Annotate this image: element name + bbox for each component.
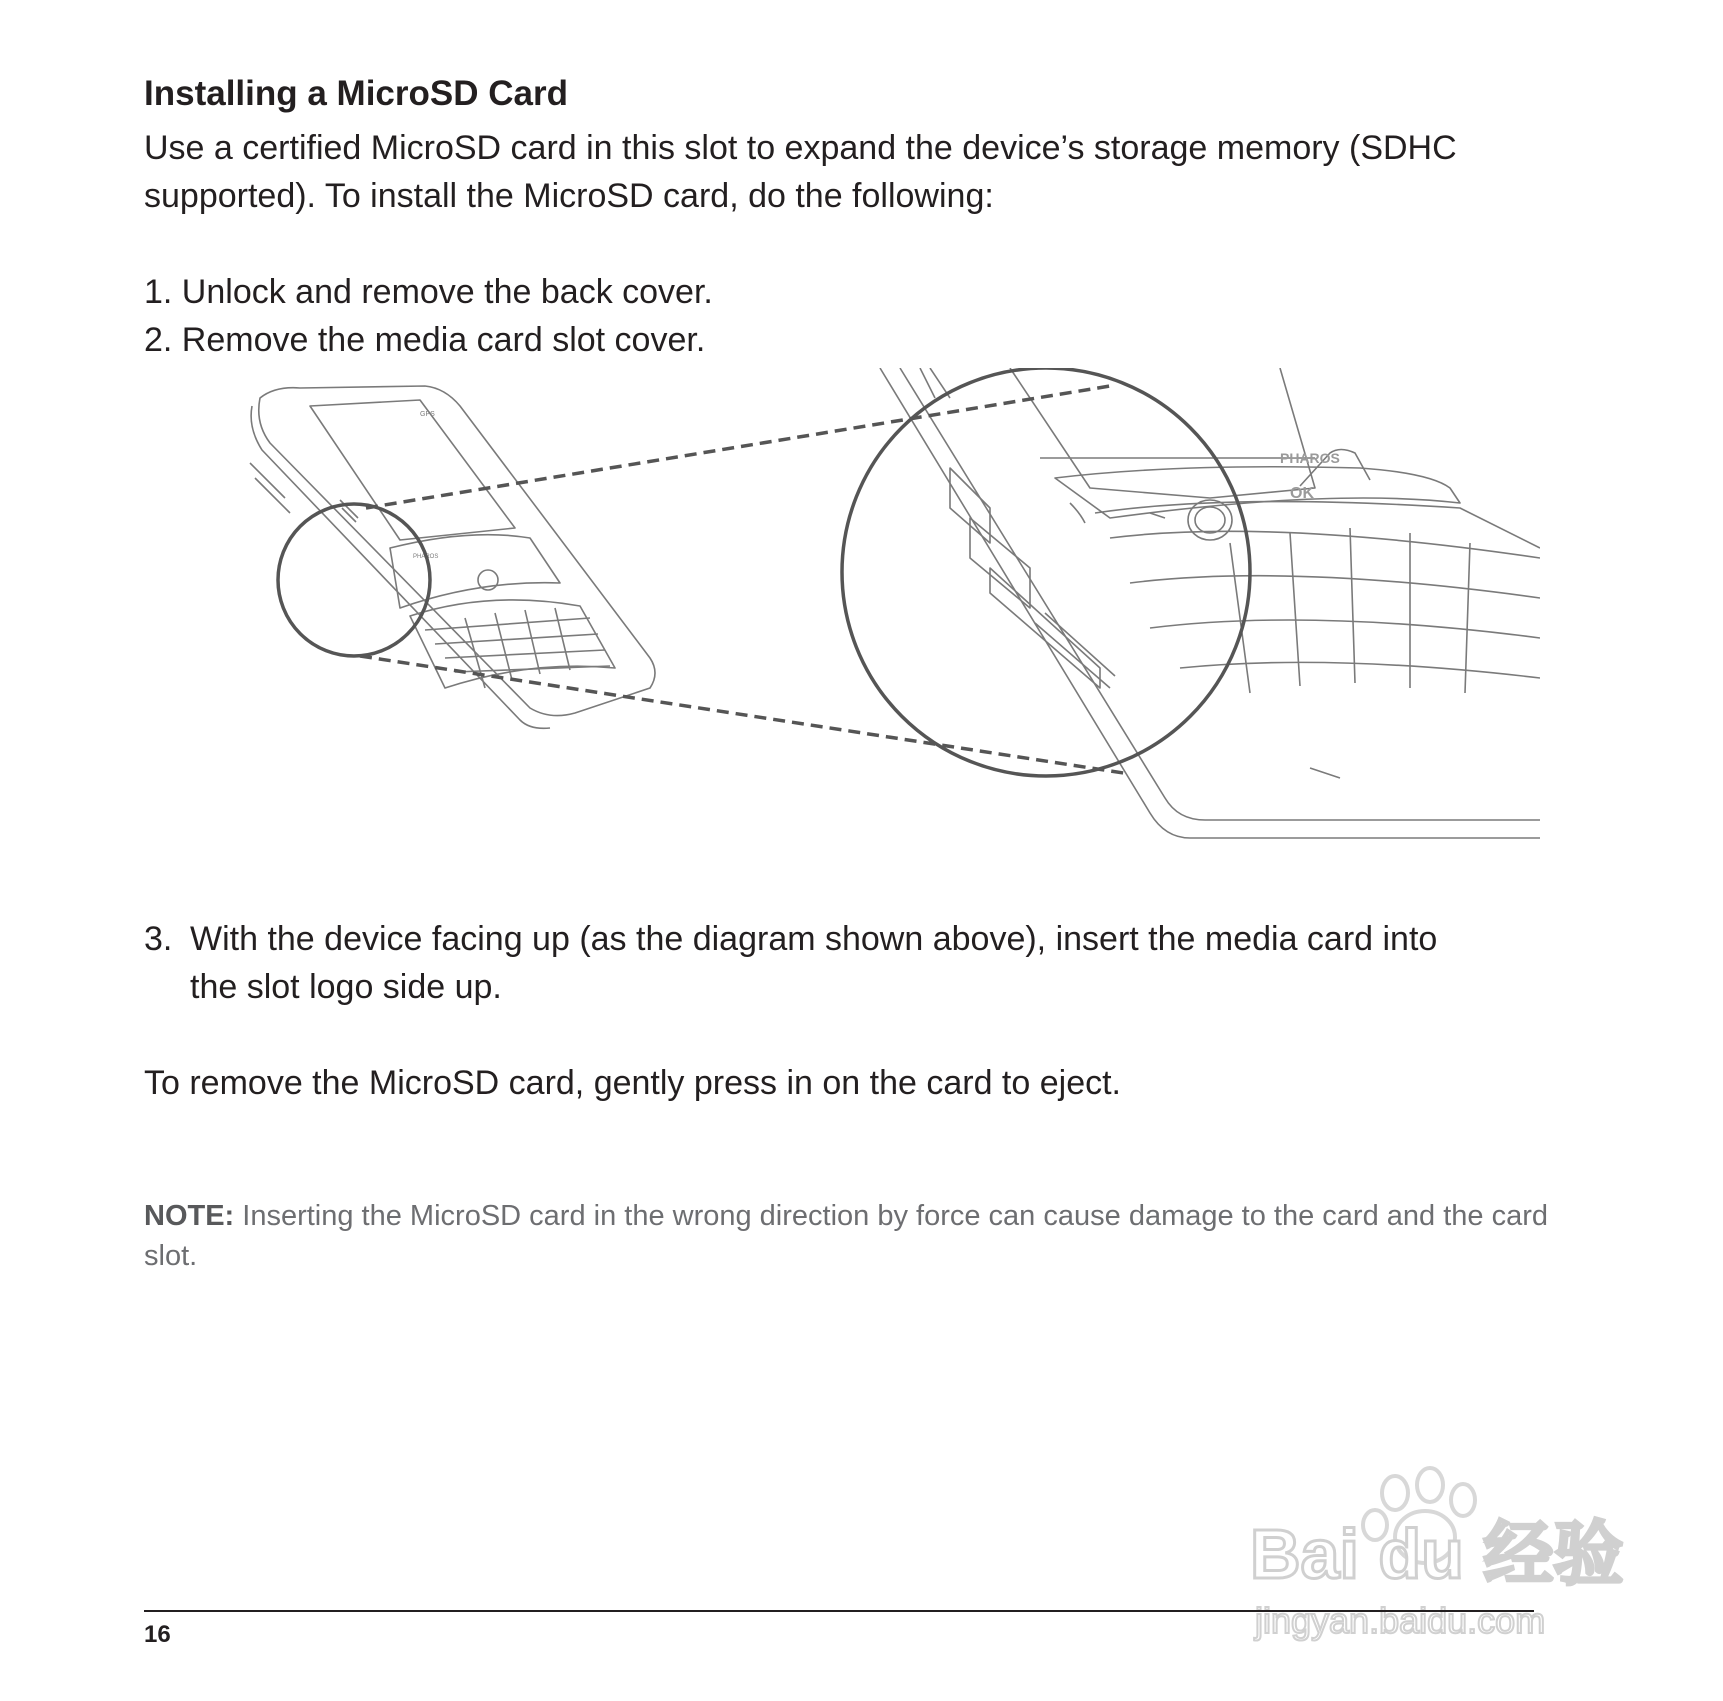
brand-label-small: PHAROS [413, 554, 439, 560]
step-3-line-2: the slot logo side up. [190, 968, 502, 1006]
step-3-line-1: With the device facing up (as the diagram shown above), insert the media card into [190, 920, 1438, 958]
watermark-logo-text: Bai du 经验 [1250, 1515, 1624, 1593]
ok-key-label: OK [1290, 485, 1314, 502]
brand-label-large: PHAROS [1280, 450, 1340, 466]
section-title: Installing a MicroSD Card [144, 74, 568, 113]
highlight-circle-small [278, 504, 430, 656]
phone-zoomed-illustration [880, 368, 1540, 838]
phone-overview-illustration [250, 386, 655, 728]
note-text: Inserting the MicroSD card in the wrong direction by force can cause damage to the card and the card slot. [144, 1200, 1548, 1272]
note-paragraph [144, 1196, 1564, 1276]
intro-paragraph: Use a certified MicroSD card in this slot to expand the device’s storage memory (SDHC supported). To install the MicroSD card, do the following: [144, 129, 1457, 215]
zoom-guide-top [366, 386, 1110, 508]
footer-rule [144, 1610, 1534, 1612]
note-label: NOTE: [144, 1200, 235, 1232]
step-3 [144, 915, 1564, 1011]
gps-label: GPS [420, 411, 435, 418]
baidu-watermark [1225, 1455, 1625, 1655]
page-number: 16 [144, 1621, 171, 1648]
microsd-slot-diagram [230, 368, 1540, 878]
zoom-guide-bottom [360, 656, 1130, 774]
watermark-url: jingyan.baidu.com [1255, 1600, 1546, 1641]
step-1: 1. Unlock and remove the back cover. [144, 273, 713, 311]
highlight-circle-large [842, 368, 1250, 776]
step-2: 2. Remove the media card slot cover. [144, 321, 706, 359]
step-3-number: 3. [144, 920, 173, 958]
removal-instruction: To remove the MicroSD card, gently press in on the card to eject. [144, 1064, 1122, 1102]
